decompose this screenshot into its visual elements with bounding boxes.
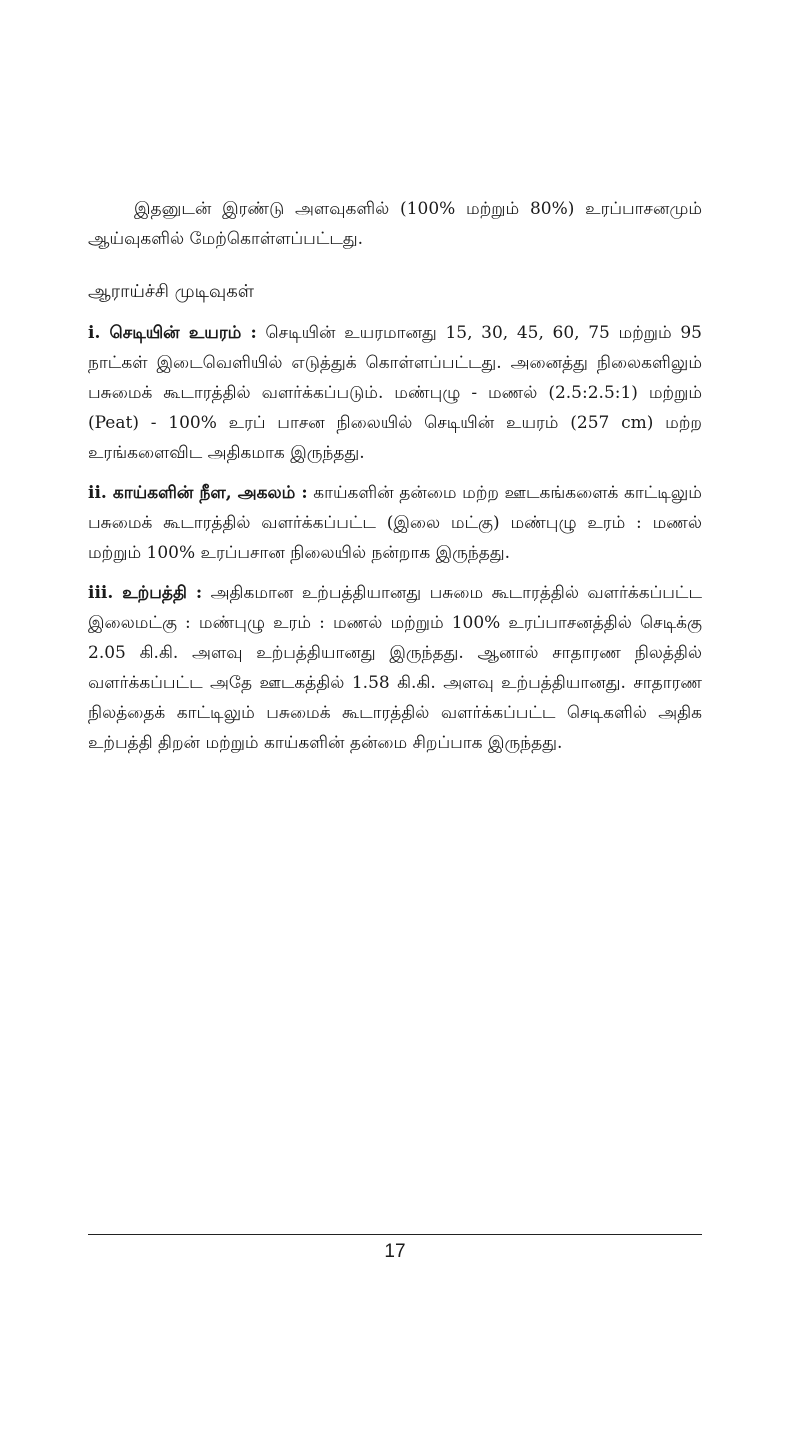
page-number: 17 — [384, 1241, 406, 1262]
intro-paragraph: இதனுடன் இரண்டு அளவுகளில் (100% மற்றும் 80%) உரப்பாசனமும் ஆய்வுகளில் மேற்கொள்ளப்பட்டது. — [88, 199, 702, 249]
finding-text: செடியின் உயரமானது 15, 30, 45, 60, 75 மற்றும் 95 நாட்கள் இடைவெளியில் எடுத்துக் கொள்ளப்பட்டது. அனைத்து நிலைகளிலும் பசுமைக் கூடாரத்தில் வளர்க்கப்படும். மண்புழு - மணல் (2.5:2.5:1) மற்றும் (Peat) - 100% உரப் பாசன நிலையில் செடியின் உயரம் (257 cm) மற்ற உரங்களைவிட அதிகமாக இருந்தது. — [88, 323, 702, 463]
section-heading: ஆராய்ச்சி முடிவுகள் — [88, 281, 254, 302]
finding-label: i. செடியின் உயரம் : — [88, 323, 257, 343]
finding-text: அதிகமான உற்பத்தியானது பசுமை கூடாரத்தில் வளர்க்கப்பட்ட இலைமட்கு : மண்புழு உரம் : மணல் மற்றும் 100% உரப்பாசனத்தில் செடிக்கு 2.05 கி.கி. அளவு உற்பத்தியானது இருந்தது. ஆனால் சாதாரண நிலத்தில் வளர்க்கப்பட்ட அதே ஊடகத்தில் 1.58 கி.கி. அளவு உற்பத்தியானது. சாதாரண நிலத்தைக் காட்டிலும் பசுமைக் கூடாரத்தில் வளர்க்கப்பட்ட செடிகளில் அதிக உற்பத்தி திறன் மற்றும் காய்களின் தன்மை சிறப்பாக இருந்தது. — [88, 583, 702, 753]
footer-divider — [88, 1234, 702, 1235]
page-content — [88, 194, 702, 768]
finding-label: iii. உற்பத்தி : — [88, 583, 203, 603]
finding-text: காய்களின் தன்மை மற்ற ஊடகங்களைக் காட்டிலும் பசுமைக் கூடாரத்தில் வளர்க்கப்பட்ட (இலை மட்கு) மண்புழு உரம் : மணல் மற்றும் 100% உரப்பசான நிலையில் நன்றாக இருந்தது. — [88, 483, 702, 563]
finding-label: ii. காய்களின் நீள, அகலம் : — [88, 483, 308, 503]
finding-pod-size — [88, 478, 702, 568]
finding-plant-height — [88, 318, 702, 468]
finding-yield — [88, 578, 702, 758]
findings-list — [88, 318, 702, 758]
